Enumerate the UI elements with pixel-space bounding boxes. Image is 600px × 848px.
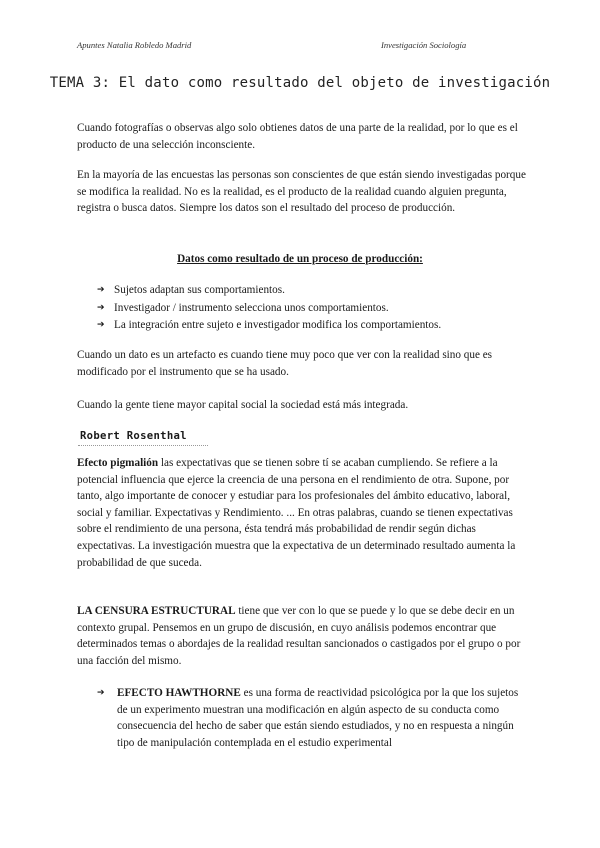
paragraph-encuestas: En la mayoría de las encuestas las personas son conscientes de que están siendo investigadas porque se modifica la realidad. No es la realidad, es el producto de la realidad cuando alguien pregunta, registra o busca datos. Siempre los datos son el resultado del proceso de producción. bbox=[77, 169, 526, 215]
paragraph-censura bbox=[77, 603, 527, 669]
arrow-right-icon: ➔ bbox=[97, 285, 105, 295]
list-item bbox=[97, 282, 527, 299]
arrow-right-icon: ➔ bbox=[97, 302, 105, 313]
hawthorne-list bbox=[97, 685, 527, 751]
term-hawthorne: EFECTO HAWTHORNE bbox=[117, 687, 241, 699]
list-item bbox=[97, 300, 527, 317]
list-item-text: Investigador / instrumento selecciona unos comportamientos. bbox=[114, 301, 389, 314]
paragraph-pigmalion bbox=[77, 455, 527, 571]
page-title: TEMA 3: El dato como resultado del objeto de investigación bbox=[49, 75, 551, 91]
term-pigmalion: Efecto pigmalión bbox=[77, 457, 159, 469]
pigmalion-text: las expectativas que se tienen sobre tí se acaban cumpliendo. Se refiere a la potencial influencia que ejerce la creencia de una persona en el rendimiento de otra. Supone, por tanto, algo importante de conocer y estudiar para los profesionales del ámbito educativo, laboral, social y familiar. Expectativas y Rendimiento. ... En otras palabras, cuando se tienen expectativas sobre el rendimiento de una persona, ésta tendrá más probabilidad de rendir según dichas expectativas. La investigación muestra que la expectativa de un determinado resultado aumenta la probabilidad de que suceda. bbox=[77, 457, 516, 569]
hawthorne-text: es una forma de reactividad psicológica por la que los sujetos de un experimento muestran una modificación en algún aspecto de su conducta como consecuencia del hecho de saber que están siendo estudiados, y no en respuesta a ningún tipo de manipulación contemplada en el estudio experimental bbox=[117, 687, 519, 749]
header-author: Apuntes Natalia Robledo Madrid bbox=[77, 40, 192, 50]
arrow-right-icon: ➔ bbox=[97, 688, 105, 698]
author-heading: Robert Rosenthal bbox=[80, 430, 187, 442]
arrow-right-icon: ➔ bbox=[97, 320, 105, 331]
term-censura: LA CENSURA ESTRUCTURAL bbox=[77, 605, 236, 617]
paragraph-capital: Cuando la gente tiene mayor capital social la sociedad está más integrada. bbox=[77, 399, 409, 411]
censura-text: tiene que ver con lo que se puede y lo que se debe decir en un contexto grupal. Pensemos en un grupo de discusión, en cuyo análisis podemos encontrar que determinados temas o abordajes de la realidad resultan sancionados o castigados por el grupo o por una facción del mismo. bbox=[77, 605, 521, 667]
list-item bbox=[97, 685, 527, 751]
author-divider bbox=[78, 445, 208, 446]
paragraph-artefacto: Cuando un dato es un artefacto es cuando tiene muy poco que ver con la realidad sino que es modificado por el instrumento que se ha usado. bbox=[77, 349, 493, 378]
list-item bbox=[97, 317, 527, 334]
list-item-text: La integración entre sujeto e investigador modifica los comportamientos. bbox=[114, 319, 442, 332]
list-item-text: Sujetos adaptan sus comportamientos. bbox=[114, 284, 285, 296]
paragraph-intro: Cuando fotografías o observas algo solo obtienes datos de una parte de la realidad, por lo que es el producto de una selección inconsciente. bbox=[77, 122, 518, 151]
bullet-list bbox=[97, 282, 527, 335]
header-subject: Investigación Sociología bbox=[381, 40, 467, 50]
section-subheading: Datos como resultado de un proceso de producción: bbox=[177, 253, 423, 265]
